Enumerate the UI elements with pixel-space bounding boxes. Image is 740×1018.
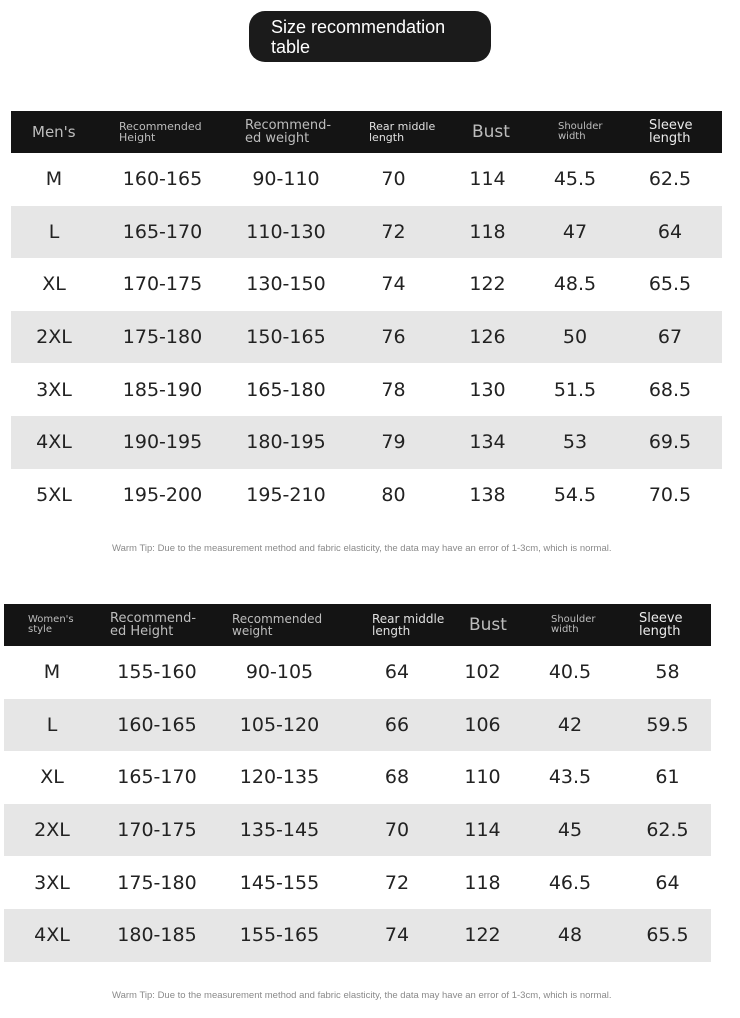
cell-sleeve: 65.5	[624, 909, 711, 962]
table-row	[4, 856, 711, 909]
mens-header-bust: Bust	[443, 111, 532, 153]
cell-sleeve: 67	[618, 311, 722, 364]
cell-bust: 114	[449, 804, 516, 857]
table-row	[4, 909, 711, 962]
womens-size-table	[4, 604, 711, 962]
table-row	[4, 804, 711, 857]
table-row	[11, 416, 722, 469]
cell-weight: 135-145	[214, 804, 345, 857]
mens-size-table	[11, 111, 722, 521]
cell-height: 160-165	[100, 699, 214, 752]
cell-weight: 180-195	[228, 416, 344, 469]
womens-header-row	[4, 604, 711, 646]
table-row	[11, 363, 722, 416]
womens-header-sleeve: Sleeve length	[624, 604, 711, 646]
cell-weight: 155-165	[214, 909, 345, 962]
table-row	[11, 206, 722, 259]
mens-header-sleeve: Sleeve length	[618, 111, 722, 153]
cell-sleeve: 58	[655, 661, 680, 684]
cell-height: 170-175	[100, 804, 214, 857]
cell-rear-length: 79	[344, 416, 443, 469]
cell-rear-length: 78	[381, 378, 406, 401]
cell-rear-length: 74	[345, 909, 449, 962]
cell-rear-length: 70	[381, 168, 406, 191]
table-row	[11, 153, 722, 206]
cell-weight: 105-120	[214, 699, 345, 752]
mens-header-row	[11, 111, 722, 153]
cell-height: 185-190	[122, 378, 203, 401]
cell-rear-length: 72	[384, 871, 410, 894]
cell-bust: 138	[469, 483, 506, 506]
cell-size: 2XL	[4, 804, 100, 857]
cell-shoulder: 50	[532, 311, 618, 364]
cell-height: 165-170	[117, 766, 197, 789]
cell-shoulder: 53	[532, 416, 618, 469]
cell-sleeve: 69.5	[618, 416, 722, 469]
cell-shoulder: 46.5	[548, 871, 592, 894]
womens-warm-tip: Warm Tip: Due to the measurement method and fabric elasticity, the data may have an error of 1-3cm, which is normal.	[112, 990, 612, 1001]
cell-height: 175-180	[97, 311, 228, 364]
cell-shoulder: 48.5	[553, 273, 597, 296]
cell-sleeve: 64	[618, 206, 722, 259]
mens-header-rear-length: Rear middle length	[344, 111, 443, 153]
table-row	[11, 311, 722, 364]
cell-weight: 120-135	[239, 766, 320, 789]
cell-size: 5XL	[36, 483, 72, 506]
cell-sleeve: 68.5	[648, 378, 692, 401]
cell-weight: 145-155	[239, 871, 320, 894]
cell-bust: 110	[464, 766, 501, 789]
cell-size: XL	[40, 766, 64, 789]
table-row	[11, 258, 722, 311]
cell-bust: 134	[443, 416, 532, 469]
mens-header-weight: Recommend-ed weight	[228, 111, 344, 153]
cell-rear-length: 72	[344, 206, 443, 259]
mens-header-height: Recommended Height	[97, 111, 228, 153]
cell-rear-length: 68	[384, 766, 410, 789]
cell-weight: 195-210	[246, 483, 326, 506]
cell-bust: 106	[449, 699, 516, 752]
cell-shoulder: 42	[516, 699, 624, 752]
cell-height: 160-165	[122, 168, 203, 191]
womens-header-shoulder: Shoulder width	[516, 604, 624, 646]
cell-weight: 110-130	[228, 206, 344, 259]
cell-height: 165-170	[97, 206, 228, 259]
cell-weight: 90-110	[252, 168, 320, 191]
cell-height: 155-160	[117, 661, 197, 684]
cell-bust: 102	[464, 661, 501, 684]
cell-size: 3XL	[34, 871, 70, 894]
cell-bust: 118	[464, 871, 501, 894]
cell-shoulder: 45.5	[553, 168, 597, 191]
cell-sleeve: 70.5	[648, 483, 692, 506]
cell-height: 180-185	[100, 909, 214, 962]
cell-rear-length: 74	[381, 273, 406, 296]
cell-weight: 90-105	[245, 661, 314, 684]
cell-sleeve: 62.5	[624, 804, 711, 857]
cell-shoulder: 43.5	[548, 766, 592, 789]
cell-sleeve: 64	[655, 871, 680, 894]
womens-header-bust: Bust	[449, 604, 516, 646]
mens-header-shoulder: Shoulder width	[532, 111, 618, 153]
cell-height: 170-175	[122, 273, 203, 296]
cell-bust: 114	[469, 168, 506, 191]
cell-weight: 130-150	[246, 273, 326, 296]
cell-shoulder: 40.5	[548, 661, 592, 684]
cell-bust: 122	[469, 273, 506, 296]
page-title: Size recommendation table	[249, 11, 491, 62]
womens-header-size: Women's style	[4, 604, 100, 646]
cell-size: L	[4, 699, 100, 752]
cell-size: M	[45, 168, 63, 191]
cell-size: 4XL	[11, 416, 97, 469]
cell-height: 175-180	[117, 871, 197, 894]
table-row	[4, 646, 711, 699]
cell-weight: 150-165	[228, 311, 344, 364]
cell-size: 2XL	[11, 311, 97, 364]
mens-warm-tip: Warm Tip: Due to the measurement method and fabric elasticity, the data may have an error of 1-3cm, which is normal.	[112, 543, 612, 554]
mens-header-size: Men's	[11, 111, 97, 153]
cell-rear-length: 76	[344, 311, 443, 364]
cell-size: 3XL	[36, 378, 72, 401]
cell-sleeve: 62.5	[648, 168, 692, 191]
cell-shoulder: 47	[532, 206, 618, 259]
cell-size: XL	[42, 273, 66, 296]
cell-bust: 126	[443, 311, 532, 364]
cell-rear-length: 70	[345, 804, 449, 857]
cell-weight: 165-180	[246, 378, 326, 401]
cell-sleeve: 65.5	[648, 273, 692, 296]
cell-shoulder: 54.5	[553, 483, 597, 506]
table-row	[4, 751, 711, 804]
cell-rear-length: 66	[345, 699, 449, 752]
table-row	[4, 699, 711, 752]
womens-header-weight: Recommended weight	[214, 604, 345, 646]
cell-shoulder: 51.5	[553, 378, 597, 401]
cell-size: L	[11, 206, 97, 259]
cell-size: 4XL	[4, 909, 100, 962]
womens-header-height: Recommend-ed Height	[100, 604, 214, 646]
table-row	[11, 469, 722, 522]
cell-sleeve: 61	[655, 766, 680, 789]
cell-bust: 122	[449, 909, 516, 962]
cell-height: 195-200	[122, 483, 203, 506]
womens-header-rear-length: Rear middle length	[345, 604, 449, 646]
cell-rear-length: 80	[381, 483, 406, 506]
cell-size: M	[43, 661, 61, 684]
cell-rear-length: 64	[384, 661, 410, 684]
cell-shoulder: 45	[516, 804, 624, 857]
cell-sleeve: 59.5	[624, 699, 711, 752]
cell-shoulder: 48	[516, 909, 624, 962]
cell-bust: 130	[469, 378, 506, 401]
cell-height: 190-195	[97, 416, 228, 469]
cell-bust: 118	[443, 206, 532, 259]
